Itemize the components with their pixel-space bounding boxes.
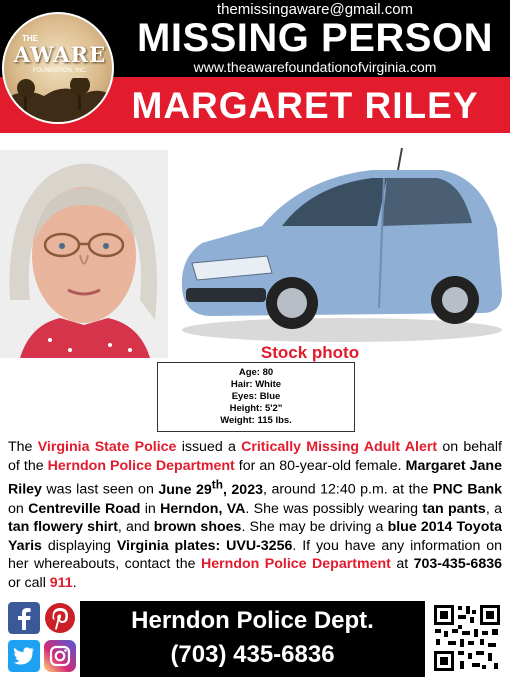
height-detail: Height: 5'2": [229, 403, 283, 414]
age-detail: Age: 80: [238, 367, 274, 378]
road-name: Centreville Road: [28, 500, 141, 517]
full-name: Margaret Jane Riley: [8, 457, 502, 498]
alert-description: The Virginia State Police issued a Critically Missing Adult Alert on behalf of the Herndon Police Department for an 80-year-old female. Margaret Jane Riley was last seen on June 29th, 2023, around 12:40 p.m. at the PNC Bank on Centreville Road in Herndon, VA. She was possibly wearing tan pants, a tan flowery shirt, and brown shoes. She may be driving a blue 2014 Toyota Yaris displaying Virginia plates: UVU-3256. If you have any information on her whereabouts, contact the Herndon Police Department at 703-435-6836 or call 911.: [8, 439, 503, 591]
hair-detail: Hair: White: [230, 379, 282, 390]
footer-phone[interactable]: (703) 435-6836: [170, 641, 335, 668]
pinterest-icon[interactable]: [44, 602, 76, 634]
eyes-detail: Eyes: Blue: [231, 391, 281, 402]
instagram-icon[interactable]: [44, 640, 76, 672]
twitter-icon[interactable]: [8, 640, 40, 672]
department-name: Herndon Police Department: [47, 457, 235, 474]
facebook-icon[interactable]: [8, 602, 40, 634]
missing-person-photo: [0, 150, 168, 358]
stock-car-image: [172, 148, 508, 348]
missing-person-name: MARGARET RILEY: [131, 85, 479, 126]
vehicle-description: blue 2014 Toyota Yaris: [8, 519, 502, 554]
logo-trees-graphic: [4, 78, 114, 124]
footer-department: Herndon Police Dept.: [131, 607, 374, 634]
alert-type: Critically Missing Adult Alert: [241, 439, 438, 455]
qr-code-icon[interactable]: [432, 603, 502, 673]
contact-phone[interactable]: 703-435-6836: [413, 556, 502, 573]
last-seen-location: PNC Bank: [432, 481, 503, 498]
aware-foundation-logo: [2, 12, 114, 124]
logo-subtitle: FOUNDATION, INC.: [32, 68, 88, 74]
agency-name: Virginia State Police: [37, 439, 177, 455]
license-plate: Virginia plates: UVU-3256: [116, 537, 293, 554]
last-seen-date: June 29th, 2023: [158, 477, 263, 498]
stock-photo-label: Stock photo: [260, 343, 360, 362]
weight-detail: Weight: 115 lbs.: [220, 415, 292, 426]
emergency-number[interactable]: 911: [49, 574, 73, 591]
missing-person-headline: MISSING PERSON: [137, 16, 493, 60]
logo-aware-text: AWARE: [13, 42, 107, 67]
physical-description-box: [157, 362, 355, 432]
city-name: Herndon, VA: [160, 500, 246, 517]
foundation-website[interactable]: www.theawarefoundationofvirginia.com: [193, 59, 437, 75]
contact-department: Herndon Police Department: [201, 556, 391, 573]
social-media-icons: [8, 602, 78, 674]
contact-email[interactable]: themissingaware@gmail.com: [216, 1, 414, 18]
logo-the-text: THE: [22, 34, 38, 43]
